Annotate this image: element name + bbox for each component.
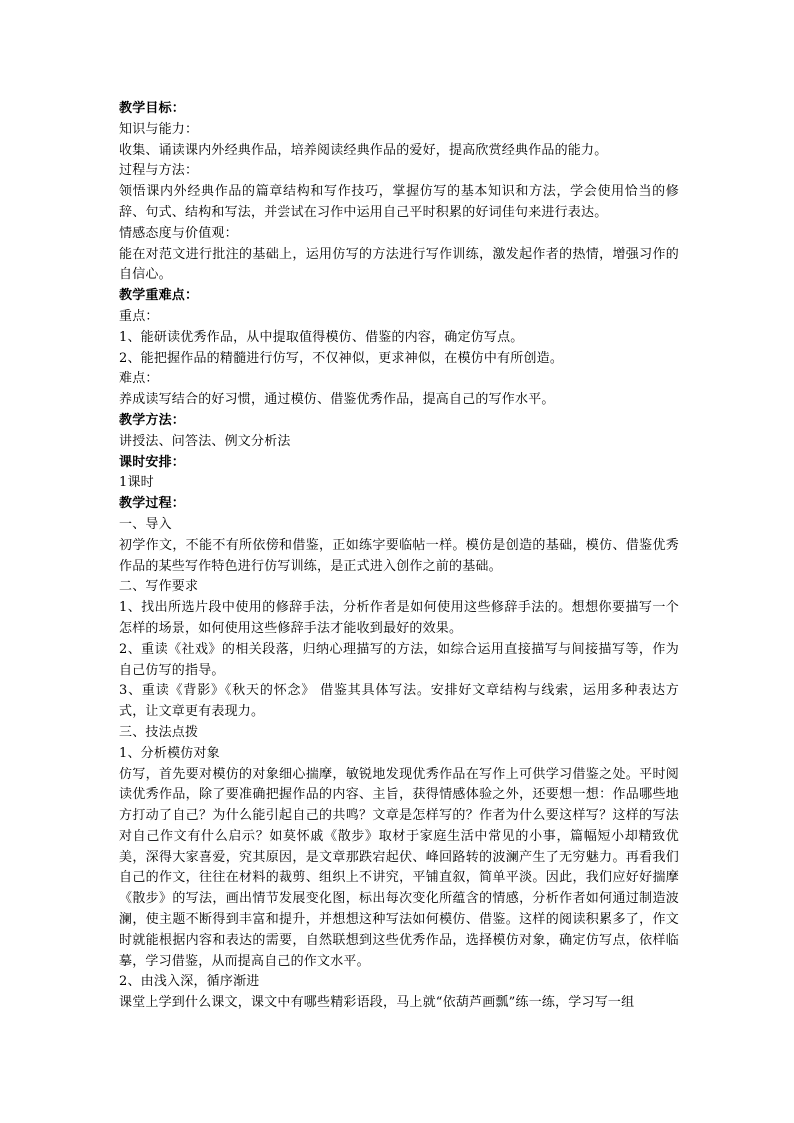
subheading-emotion-values: 情感态度与价值观：	[119, 225, 238, 241]
paragraph: 能在对范文进行批注的基础上，运用仿写的方法进行写作训练，激发起作者的热情，增强习作的自信心。	[119, 246, 679, 283]
document-page	[119, 99, 679, 1014]
subheading-key-points: 重点：	[119, 308, 159, 324]
heading-teaching-goals: 教学目标：	[119, 101, 186, 116]
section-title-intro: 一、导入	[119, 516, 172, 532]
section-title-techniques: 三、技法点拨	[119, 724, 199, 740]
subsection-title: 1、分析模仿对象	[119, 745, 220, 761]
section-title-requirements: 二、写作要求	[119, 579, 199, 595]
subsection-title: 2、由浅入深，循序渐进	[119, 974, 260, 990]
paragraph: 初学作文，不能不有所依傍和借鉴，正如练字要临帖一样。模仿是创造的基础，模仿、借鉴优秀作品的某些写作特色进行仿写训练，是正式进入创作之前的基础。	[119, 537, 679, 574]
heading-teaching-methods: 教学方法：	[119, 412, 186, 428]
list-item: 2、重读《社戏》的相关段落，归纳心理描写的方法，如综合运用直接描写与间接描写等，作为自己仿写的指导。	[119, 641, 679, 678]
list-item: 2、能把握作品的精髓进行仿写，不仅神似，更求神似，在模仿中有所创造。	[119, 350, 564, 366]
heading-key-difficulties: 教学重难点：	[119, 288, 199, 304]
subheading-difficulties: 难点：	[119, 371, 159, 387]
paragraph: 仿写，首先要对模仿的对象细心揣摩，敏锐地发现优秀作品在写作上可供学习借鉴之处。平时阅读优秀作品，除了要准确把握作品的内容、主旨，获得情感体验之外，还要想一想：作品哪些地方打动了自己？为什么能引起自己的共鸣？文章是怎样写的？作者为什么要这样写？这样的写法对自己作文有什么启示？如莫怀戚《散步》取材于家庭生活中常见的小事，篇幅短小却精致优美，深得大家喜爱，究其原因，是文章那跌宕起伏、峰回路转的波澜产生了无穷魅力。再看我们自己的作文，往往在材料的裁剪、组织上不讲究，平铺直叙，简单平淡。因此，我们应好好揣摩《散步》的写法，画出情节发展变化图，标出每次变化所蕴含的情感，分析作者如何通过制造波澜，使主题不断得到丰富和提升，并想想这种写法如何模仿、借鉴。这样的阅读积累多了，作文时就能根据内容和表达的需要，自然联想到这些优秀作品，选择模仿对象，确定仿写点，依样临摹，学习借鉴，从而提高自己的作文水平。	[119, 766, 679, 969]
paragraph: 1课时	[119, 475, 154, 491]
paragraph: 领悟课内外经典作品的篇章结构和写作技巧，掌握仿写的基本知识和方法，学会使用恰当的修辞、句式、结构和写法，并尝试在习作中运用自己平时积累的好词佳句来进行表达。	[119, 184, 679, 220]
paragraph: 讲授法、问答法、例文分析法	[119, 433, 291, 449]
list-item: 3、重读《背影》《秋天的怀念》 借鉴其具体写法。安排好文章结构与线索，运用多种表达方式，让文章更有表现力。	[119, 683, 679, 720]
heading-class-schedule: 课时安排：	[119, 454, 186, 470]
heading-teaching-process: 教学过程：	[119, 496, 186, 512]
paragraph: 养成读写结合的好习惯，通过模仿、借鉴优秀作品，提高自己的写作水平。	[119, 392, 555, 408]
list-item: 1、找出所选片段中使用的修辞手法，分析作者是如何使用这些修辞手法的。想想你要描写一个怎样的场景，如何使用这些修辞手法才能收到最好的效果。	[119, 600, 679, 636]
subheading-knowledge-ability: 知识与能力：	[119, 121, 199, 137]
subheading-process-method: 过程与方法：	[119, 163, 199, 179]
paragraph: 课堂上学到什么课文，课文中有哪些精彩语段，马上就“依葫芦画瓢”练一练，学习写一组	[119, 995, 635, 1011]
list-item: 1、能研读优秀作品，从中提取值得模仿、借鉴的内容，确定仿写点。	[119, 329, 524, 345]
paragraph: 收集、诵读课内外经典作品，培养阅读经典作品的爱好，提高欣赏经典作品的能力。	[119, 142, 608, 158]
